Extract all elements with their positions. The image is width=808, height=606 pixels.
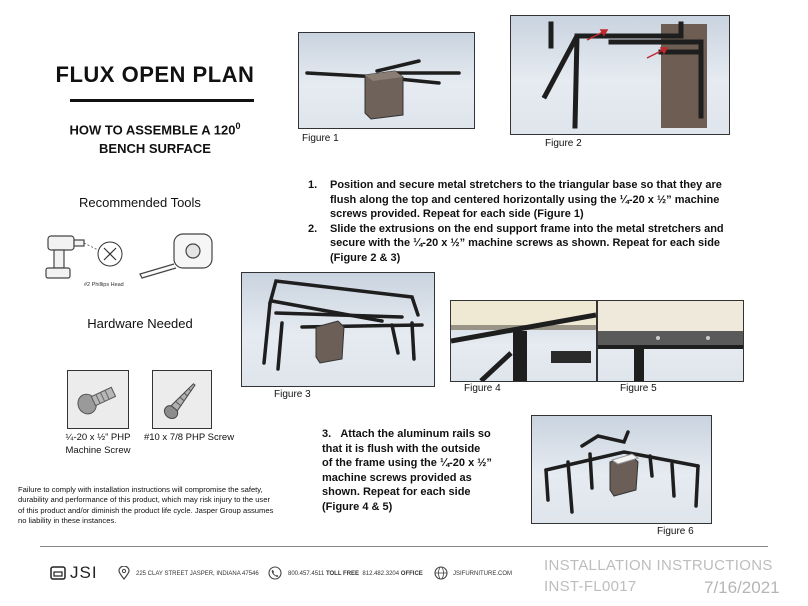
step-3-number: 3. (322, 428, 332, 440)
machine-screw-image (67, 370, 129, 429)
machine-screw-caption-line1: ¼-20 x ½” PHP (65, 432, 131, 443)
step-3-text: Attach the aluminum rails so that it is flush with the outside of the frame using the ¼-20 x ½” machine screws provided as shown. Repeat for each side (Figure 4 & 5) (322, 428, 492, 513)
globe-icon (434, 566, 448, 580)
step-2 (308, 222, 750, 266)
figure-6-image (531, 415, 712, 524)
machine-screw-caption-line2: Machine Screw (65, 445, 131, 456)
step-1-text: Position and secure metal stretchers to the triangular base so that they are flush along the top and centered horizontally using the ¼-20 x ½” machine screws provided. Repeat for each side (Figure 1) (330, 179, 722, 220)
figure-1-image (298, 32, 475, 129)
machine-screw-caption (48, 431, 148, 457)
drill-icon (46, 236, 84, 278)
hardware-heading: Hardware Needed (87, 316, 193, 331)
wood-screw-image (152, 370, 212, 429)
footer-rule (40, 546, 768, 547)
figure-2-label: Figure 2 (545, 138, 582, 149)
figure-4-drawing (451, 301, 596, 381)
subtitle-line-2: BENCH SURFACE (99, 141, 211, 157)
tollfree-label: TOLL FREE (325, 571, 360, 577)
figure-3-image (241, 272, 435, 387)
phone-icon (268, 566, 282, 580)
jsi-logo-icon (50, 566, 66, 580)
tape-measure-icon (140, 234, 212, 278)
step-1-number: 1. (308, 179, 318, 191)
figure-2-drawing (511, 16, 729, 134)
wood-screw-icon (153, 371, 211, 428)
brand-name: JSI (70, 563, 98, 582)
figure-1-drawing (299, 33, 474, 128)
figure-5-drawing (598, 301, 743, 381)
footer-address: 225 CLAY STREET JASPER, INDIANA 47546 (136, 571, 259, 577)
drill-bit-label: #2 Phillips Head (84, 282, 124, 288)
figure-5-image (597, 300, 744, 382)
location-pin-icon (118, 566, 130, 580)
steps-1-2 (308, 178, 750, 265)
figure-2-image (510, 15, 730, 135)
phone-tollfree: 800.457.4511 (288, 571, 325, 577)
tools-heading: Recommended Tools (79, 195, 201, 210)
warning-text: Failure to comply with installation instructions will compromise the safety, durability and performance of this product, which may risk injury to the user of this product and/or diminish the product life cycle. Jasper Group assumes no liability in these instances. (18, 485, 274, 526)
figure-3-drawing (242, 273, 434, 386)
document-title: INSTALLATION INSTRUCTIONS (544, 557, 773, 574)
figure-5-label: Figure 5 (620, 383, 657, 394)
phone-office: 812.482.3204 (362, 571, 400, 577)
document-date: 7/16/2021 (704, 578, 780, 597)
title-rule (70, 99, 254, 102)
figure-4-label: Figure 4 (464, 383, 501, 394)
subtitle-line-1: HOW TO ASSEMBLE A 120 (69, 122, 236, 138)
figure-3-label: Figure 3 (274, 389, 311, 400)
tools-illustration (40, 228, 220, 290)
footer-phones (288, 571, 423, 577)
document-code: INST-FL0017 (544, 578, 637, 595)
figure-1-label: Figure 1 (302, 133, 339, 144)
degree-mark: 0 (235, 121, 241, 131)
step-1 (308, 178, 750, 222)
page-subtitle (40, 117, 270, 158)
step-2-number: 2. (308, 222, 318, 235)
machine-screw-icon (68, 371, 128, 428)
office-label: OFFICE (400, 571, 423, 577)
figure-4-image (450, 300, 597, 382)
wood-screw-caption: #10 x 7/8 PHP Screw (143, 432, 235, 443)
step-2-text: Slide the extrusions on the end support frame into the metal stretchers and secure with the ¼-20 x ½” machine screws as shown. Repeat for each side (Figure 2 & 3) (330, 222, 724, 264)
step-3 (322, 427, 492, 514)
figure-6-label: Figure 6 (657, 526, 694, 537)
figure-6-drawing (532, 416, 711, 523)
footer-website: JSIFURNITURE.COM (453, 571, 512, 577)
page-title: FLUX OPEN PLAN (55, 62, 255, 87)
